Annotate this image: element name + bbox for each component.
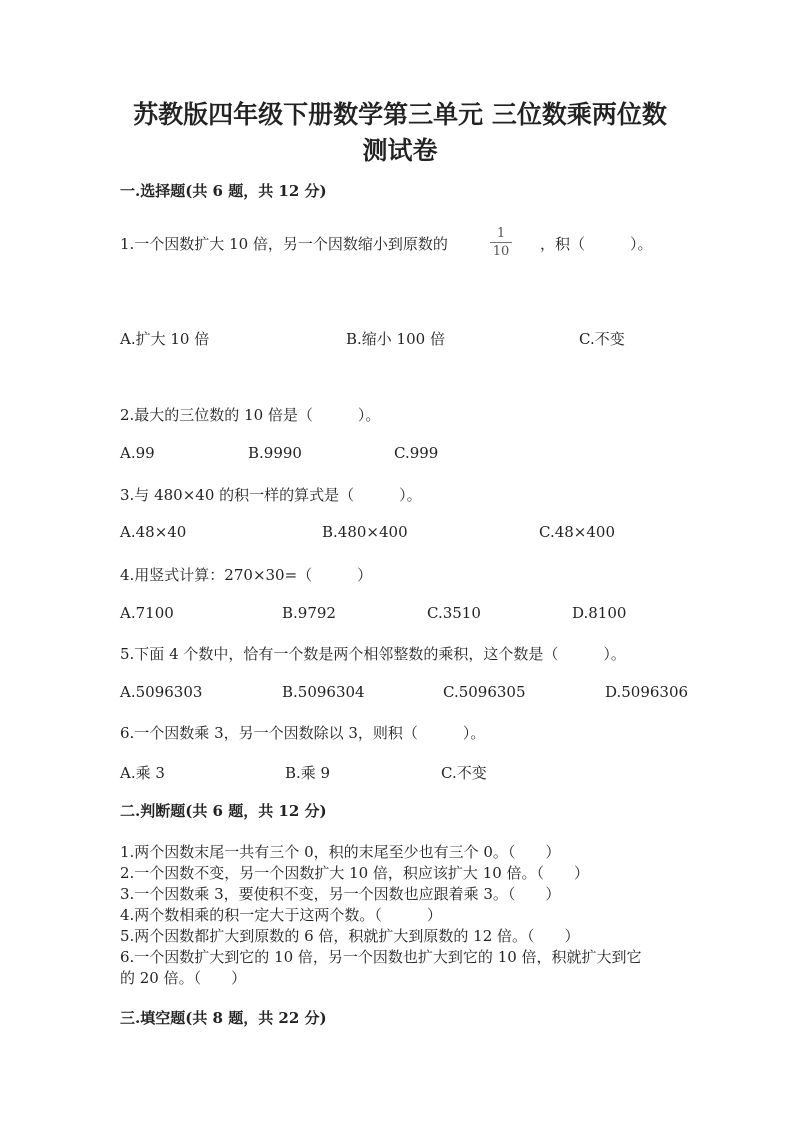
section3-heading: 三.填空题(共 8 题，共 22 分): [120, 1009, 327, 1027]
q1-text-after: ，积（ ）。: [540, 235, 653, 253]
q4-option-c[interactable]: C.3510: [427, 604, 481, 622]
q5-text: 5.下面 4 个数中，恰有一个数是两个相邻整数的乘积，这个数是（ ）。: [120, 645, 626, 663]
q3-text: 3.与 480×40 的积一样的算式是（ ）。: [120, 486, 422, 504]
section2-heading: 二.判断题(共 6 题，共 12 分): [120, 802, 327, 820]
judge-item-3: 3.一个因数乘 3，要使积不变，另一个因数也应跟着乘 3。（ ）: [120, 885, 561, 903]
fraction-bar: [490, 242, 512, 243]
judge-item-4: 4.两个数相乘的积一定大于这两个数。（ ）: [120, 906, 442, 924]
q5-option-b[interactable]: B.5096304: [282, 683, 365, 701]
q6-text: 6.一个因数乘 3，另一个因数除以 3，则积（ ）。: [120, 724, 486, 742]
judge-item-2: 2.一个因数不变，另一个因数扩大 10 倍，积应该扩大 10 倍。（ ）: [120, 864, 590, 882]
q2-option-a[interactable]: A.99: [120, 444, 155, 462]
judge-item-5: 5.两个因数都扩大到原数的 6 倍，积就扩大到原数的 12 倍。（ ）: [120, 927, 580, 945]
fraction-numerator: 1: [496, 226, 506, 241]
q6-option-c[interactable]: C.不变: [441, 764, 487, 782]
q3-option-c[interactable]: C.48×400: [539, 523, 615, 541]
page-title-line1: 苏教版四年级下册数学第三单元 三位数乘两位数: [133, 100, 667, 129]
q1-text-before: 1.一个因数扩大 10 倍，另一个因数缩小到原数的: [120, 235, 448, 253]
q5-option-d[interactable]: D.5096306: [605, 683, 689, 701]
fraction-denominator: 10: [492, 244, 510, 259]
q5-option-c[interactable]: C.5096305: [443, 683, 526, 701]
q4-option-d[interactable]: D.8100: [572, 604, 627, 622]
q4-text: 4.用竖式计算：270×30=（ ）: [120, 566, 373, 584]
q5-option-a[interactable]: A.5096303: [120, 683, 203, 701]
q1-option-c[interactable]: C.不变: [579, 330, 625, 348]
q6-option-b[interactable]: B.乘 9: [285, 764, 331, 782]
q2-option-c[interactable]: C.999: [394, 444, 439, 462]
q4-option-b[interactable]: B.9792: [282, 604, 336, 622]
q3-option-b[interactable]: B.480×400: [322, 523, 408, 541]
judge-item-6-line1: 6.一个因数扩大到它的 10 倍，另一个因数也扩大到它的 10 倍，积就扩大到它: [120, 948, 642, 966]
q1-option-b[interactable]: B.缩小 100 倍: [346, 330, 445, 348]
q4-option-a[interactable]: A.7100: [120, 604, 174, 622]
q1-option-a[interactable]: A.扩大 10 倍: [120, 330, 210, 348]
q2-text: 2.最大的三位数的 10 倍是（ ）。: [120, 406, 381, 424]
q1-fraction: [490, 226, 512, 259]
q6-option-a[interactable]: A.乘 3: [120, 764, 165, 782]
q3-option-a[interactable]: A.48×40: [120, 523, 187, 541]
section1-heading: 一.选择题(共 6 题，共 12 分): [120, 182, 327, 200]
judge-item-1: 1.两个因数末尾一共有三个 0，积的末尾至少也有三个 0。（ ）: [120, 843, 561, 861]
q2-option-b[interactable]: B.9990: [248, 444, 302, 462]
judge-item-6-line2: 的 20 倍。（ ）: [120, 969, 247, 987]
page-title-line2: 测试卷: [362, 136, 438, 165]
